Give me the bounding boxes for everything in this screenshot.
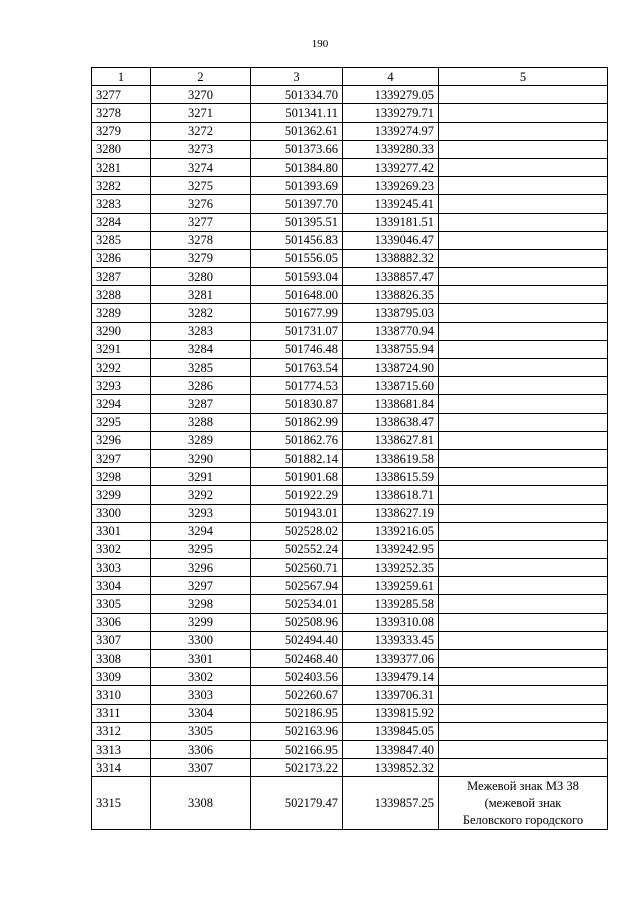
table-cell (439, 177, 608, 195)
table-cell: 1339857.25 (343, 777, 439, 830)
table-cell: 502528.02 (251, 522, 343, 540)
table-cell: 1339479.14 (343, 668, 439, 686)
table-cell: 3277 (92, 86, 151, 104)
table-cell: 502560.71 (251, 559, 343, 577)
table-cell: 501901.68 (251, 468, 343, 486)
table-cell: 3294 (92, 395, 151, 413)
table-cell: 1338724.90 (343, 359, 439, 377)
table-cell: 3306 (92, 613, 151, 631)
table-cell: 3281 (151, 286, 251, 304)
table-row (92, 377, 608, 395)
table-cell: 1339377.06 (343, 650, 439, 668)
table-cell: 3284 (92, 213, 151, 231)
table-cell: 3283 (92, 195, 151, 213)
table-cell (439, 122, 608, 140)
table-cell: 3280 (92, 140, 151, 158)
table-cell: 1338882.32 (343, 249, 439, 267)
table-cell: 3292 (92, 359, 151, 377)
table-cell: 502534.01 (251, 595, 343, 613)
table-row (92, 559, 608, 577)
table-cell: 3299 (151, 613, 251, 631)
table-cell: 3280 (151, 268, 251, 286)
table-cell: 1339245.41 (343, 195, 439, 213)
table-cell: 502508.96 (251, 613, 343, 631)
note-line: Межевой знак МЗ 38 (467, 778, 579, 793)
note-cell (439, 777, 608, 830)
table-row (92, 686, 608, 704)
table-cell: 3288 (151, 413, 251, 431)
table-row (92, 231, 608, 249)
table-cell: 1339269.23 (343, 177, 439, 195)
table-cell: 1339333.45 (343, 631, 439, 649)
table-cell: 502173.22 (251, 759, 343, 777)
table-cell: 1339181.51 (343, 213, 439, 231)
page-number: 190 (311, 38, 329, 50)
table-row (92, 468, 608, 486)
table-cell: 3307 (92, 631, 151, 649)
table-row (92, 613, 608, 631)
table-cell: 3275 (151, 177, 251, 195)
table-cell: 3297 (92, 449, 151, 467)
table-cell: 3286 (151, 377, 251, 395)
table-cell (439, 231, 608, 249)
table-cell (439, 340, 608, 358)
table-cell: 501397.70 (251, 195, 343, 213)
table-cell: 3315 (92, 777, 151, 830)
table-cell: 1339279.71 (343, 104, 439, 122)
table-cell: 3286 (92, 249, 151, 267)
table-cell: 501922.29 (251, 486, 343, 504)
table-cell: 501862.76 (251, 431, 343, 449)
table-cell: 1338755.94 (343, 340, 439, 358)
table-cell: 501882.14 (251, 449, 343, 467)
table-cell: 502403.56 (251, 668, 343, 686)
table-cell: 1338627.19 (343, 504, 439, 522)
table-cell: 3297 (151, 577, 251, 595)
table-cell: 3296 (151, 559, 251, 577)
table-cell: 3293 (92, 377, 151, 395)
table-row (92, 86, 608, 104)
table-cell: 3271 (151, 104, 251, 122)
table-cell (439, 431, 608, 449)
table-cell: 1339310.08 (343, 613, 439, 631)
table-cell: 3302 (151, 668, 251, 686)
table-row (92, 286, 608, 304)
table-cell (439, 359, 608, 377)
table-cell (439, 104, 608, 122)
table-cell: 3278 (92, 104, 151, 122)
table-row (92, 759, 608, 777)
table-cell: 3299 (92, 486, 151, 504)
table-row (92, 140, 608, 158)
table-cell: 3288 (92, 286, 151, 304)
table-cell (439, 759, 608, 777)
table-cell: 3291 (151, 468, 251, 486)
table-cell: 1338615.59 (343, 468, 439, 486)
table-cell: 3309 (92, 668, 151, 686)
table-cell: 1338618.71 (343, 486, 439, 504)
table-cell: 3284 (151, 340, 251, 358)
table-cell: 501763.54 (251, 359, 343, 377)
table-cell (439, 504, 608, 522)
column-header: 5 (439, 68, 608, 86)
table-cell: 1339280.33 (343, 140, 439, 158)
table-row (92, 504, 608, 522)
table-cell: 3301 (92, 522, 151, 540)
table-row (92, 722, 608, 740)
table-cell: 1338795.03 (343, 304, 439, 322)
table-cell: 3303 (92, 559, 151, 577)
table-cell: 3279 (92, 122, 151, 140)
table-cell: 3308 (92, 650, 151, 668)
table-cell: 1339277.42 (343, 158, 439, 176)
table-cell: 3298 (92, 468, 151, 486)
table-cell: 502567.94 (251, 577, 343, 595)
table-row (92, 268, 608, 286)
table-cell: 501943.01 (251, 504, 343, 522)
table-cell: 501731.07 (251, 322, 343, 340)
table-cell (439, 486, 608, 504)
table-cell (439, 249, 608, 267)
table-cell (439, 595, 608, 613)
table-cell (439, 286, 608, 304)
table-cell (439, 213, 608, 231)
column-header: 1 (92, 68, 151, 86)
table-cell: 3285 (92, 231, 151, 249)
table-row (92, 195, 608, 213)
table-cell (439, 577, 608, 595)
table-cell: 3313 (92, 740, 151, 758)
table-cell: 502260.67 (251, 686, 343, 704)
table-cell: 502179.47 (251, 777, 343, 830)
table-cell: 501556.05 (251, 249, 343, 267)
table-cell: 1338770.94 (343, 322, 439, 340)
table-cell: 3289 (92, 304, 151, 322)
table-cell: 1338627.81 (343, 431, 439, 449)
table-cell: 501746.48 (251, 340, 343, 358)
table-cell: 3298 (151, 595, 251, 613)
table-cell: 501334.70 (251, 86, 343, 104)
table-cell: 3277 (151, 213, 251, 231)
table-cell: 501373.66 (251, 140, 343, 158)
table-cell (439, 704, 608, 722)
table-cell (439, 268, 608, 286)
table-row (92, 540, 608, 558)
table-cell: 3310 (92, 686, 151, 704)
table-cell: 1338826.35 (343, 286, 439, 304)
table-cell (439, 540, 608, 558)
table-cell: 3282 (151, 304, 251, 322)
table-cell: 3281 (92, 158, 151, 176)
table-row (92, 577, 608, 595)
table-row (92, 122, 608, 140)
table-row (92, 777, 608, 830)
table-cell: 1339259.61 (343, 577, 439, 595)
table-cell: 3304 (92, 577, 151, 595)
note-line: (межевой знак (484, 795, 562, 810)
table-cell: 502468.40 (251, 650, 343, 668)
table-cell (439, 559, 608, 577)
table-cell: 3306 (151, 740, 251, 758)
table-cell: 3312 (92, 722, 151, 740)
table-cell: 1339252.35 (343, 559, 439, 577)
table-cell: 3290 (92, 322, 151, 340)
table-cell: 3295 (151, 540, 251, 558)
table-cell: 1339845.05 (343, 722, 439, 740)
table-cell: 1339274.97 (343, 122, 439, 140)
note-line: Беловского городского (462, 812, 584, 827)
table-cell: 502166.95 (251, 740, 343, 758)
table-cell: 3302 (92, 540, 151, 558)
table-cell: 3272 (151, 122, 251, 140)
table-cell: 3293 (151, 504, 251, 522)
table-cell (439, 304, 608, 322)
table-cell: 3305 (151, 722, 251, 740)
table-cell: 501395.51 (251, 213, 343, 231)
table-cell: 3279 (151, 249, 251, 267)
table-cell: 3289 (151, 431, 251, 449)
table-body (92, 86, 608, 830)
table-row (92, 158, 608, 176)
table-row (92, 213, 608, 231)
table-cell: 1339046.47 (343, 231, 439, 249)
table-cell (439, 668, 608, 686)
table-cell (439, 322, 608, 340)
table-cell: 1339815.92 (343, 704, 439, 722)
table-row (92, 740, 608, 758)
table-cell: 501341.11 (251, 104, 343, 122)
table-cell: 3270 (151, 86, 251, 104)
table-cell: 3301 (151, 650, 251, 668)
table-row (92, 650, 608, 668)
table-row (92, 704, 608, 722)
table-cell: 3278 (151, 231, 251, 249)
table-cell: 1338619.58 (343, 449, 439, 467)
table-row (92, 340, 608, 358)
table-row (92, 249, 608, 267)
table-cell (439, 722, 608, 740)
table-cell: 1338638.47 (343, 413, 439, 431)
table-cell: 501362.61 (251, 122, 343, 140)
table-cell: 501593.04 (251, 268, 343, 286)
column-header: 2 (151, 68, 251, 86)
table-row (92, 177, 608, 195)
table-cell: 502186.95 (251, 704, 343, 722)
table-cell: 3308 (151, 777, 251, 830)
table-cell (439, 377, 608, 395)
table-cell: 501648.00 (251, 286, 343, 304)
table-cell: 1339847.40 (343, 740, 439, 758)
table-cell (439, 686, 608, 704)
table-cell (439, 195, 608, 213)
table-cell: 1339216.05 (343, 522, 439, 540)
table-cell: 3287 (92, 268, 151, 286)
table-cell (439, 740, 608, 758)
table-cell: 1338715.60 (343, 377, 439, 395)
table-cell: 3290 (151, 449, 251, 467)
table-row (92, 631, 608, 649)
table-cell (439, 650, 608, 668)
table-cell: 3285 (151, 359, 251, 377)
table-cell: 3283 (151, 322, 251, 340)
table-cell (439, 522, 608, 540)
table-cell: 3304 (151, 704, 251, 722)
table-header-row (92, 68, 608, 86)
table-cell: 3273 (151, 140, 251, 158)
table-cell: 3300 (92, 504, 151, 522)
table-cell (439, 449, 608, 467)
table-row (92, 522, 608, 540)
table-cell (439, 613, 608, 631)
table-cell: 1339279.05 (343, 86, 439, 104)
table-cell: 501862.99 (251, 413, 343, 431)
table-cell: 501456.83 (251, 231, 343, 249)
column-header: 3 (251, 68, 343, 86)
table-cell: 3291 (92, 340, 151, 358)
table-row (92, 449, 608, 467)
table-cell: 3295 (92, 413, 151, 431)
table-row (92, 431, 608, 449)
table-cell: 501774.53 (251, 377, 343, 395)
table-cell: 3307 (151, 759, 251, 777)
table-cell: 1339852.32 (343, 759, 439, 777)
table-cell: 3303 (151, 686, 251, 704)
table-cell (439, 158, 608, 176)
table-cell: 3300 (151, 631, 251, 649)
table-cell: 502494.40 (251, 631, 343, 649)
table-cell: 501677.99 (251, 304, 343, 322)
coordinates-table (91, 67, 608, 830)
table-cell: 502163.96 (251, 722, 343, 740)
table-cell: 501393.69 (251, 177, 343, 195)
table-row (92, 668, 608, 686)
table-cell: 3276 (151, 195, 251, 213)
table-cell: 3292 (151, 486, 251, 504)
table-cell: 3311 (92, 704, 151, 722)
table-row (92, 359, 608, 377)
table-cell: 3296 (92, 431, 151, 449)
table-cell: 3314 (92, 759, 151, 777)
table-row (92, 395, 608, 413)
table-cell: 3274 (151, 158, 251, 176)
table-row (92, 413, 608, 431)
table-cell: 1339706.31 (343, 686, 439, 704)
table-cell: 1339242.95 (343, 540, 439, 558)
table-row (92, 595, 608, 613)
table-cell: 3294 (151, 522, 251, 540)
table-cell: 1338681.84 (343, 395, 439, 413)
table-cell: 1339285.58 (343, 595, 439, 613)
table-row (92, 304, 608, 322)
table-cell: 3282 (92, 177, 151, 195)
table-row (92, 486, 608, 504)
table-cell: 3287 (151, 395, 251, 413)
table-cell: 3305 (92, 595, 151, 613)
table-cell (439, 86, 608, 104)
table-cell: 501384.80 (251, 158, 343, 176)
table-cell: 1338857.47 (343, 268, 439, 286)
table-row (92, 322, 608, 340)
table-cell (439, 140, 608, 158)
table-row (92, 104, 608, 122)
table-cell: 502552.24 (251, 540, 343, 558)
column-header: 4 (343, 68, 439, 86)
table-cell: 501830.87 (251, 395, 343, 413)
table-cell (439, 468, 608, 486)
table-cell (439, 395, 608, 413)
table-cell (439, 631, 608, 649)
table-cell (439, 413, 608, 431)
